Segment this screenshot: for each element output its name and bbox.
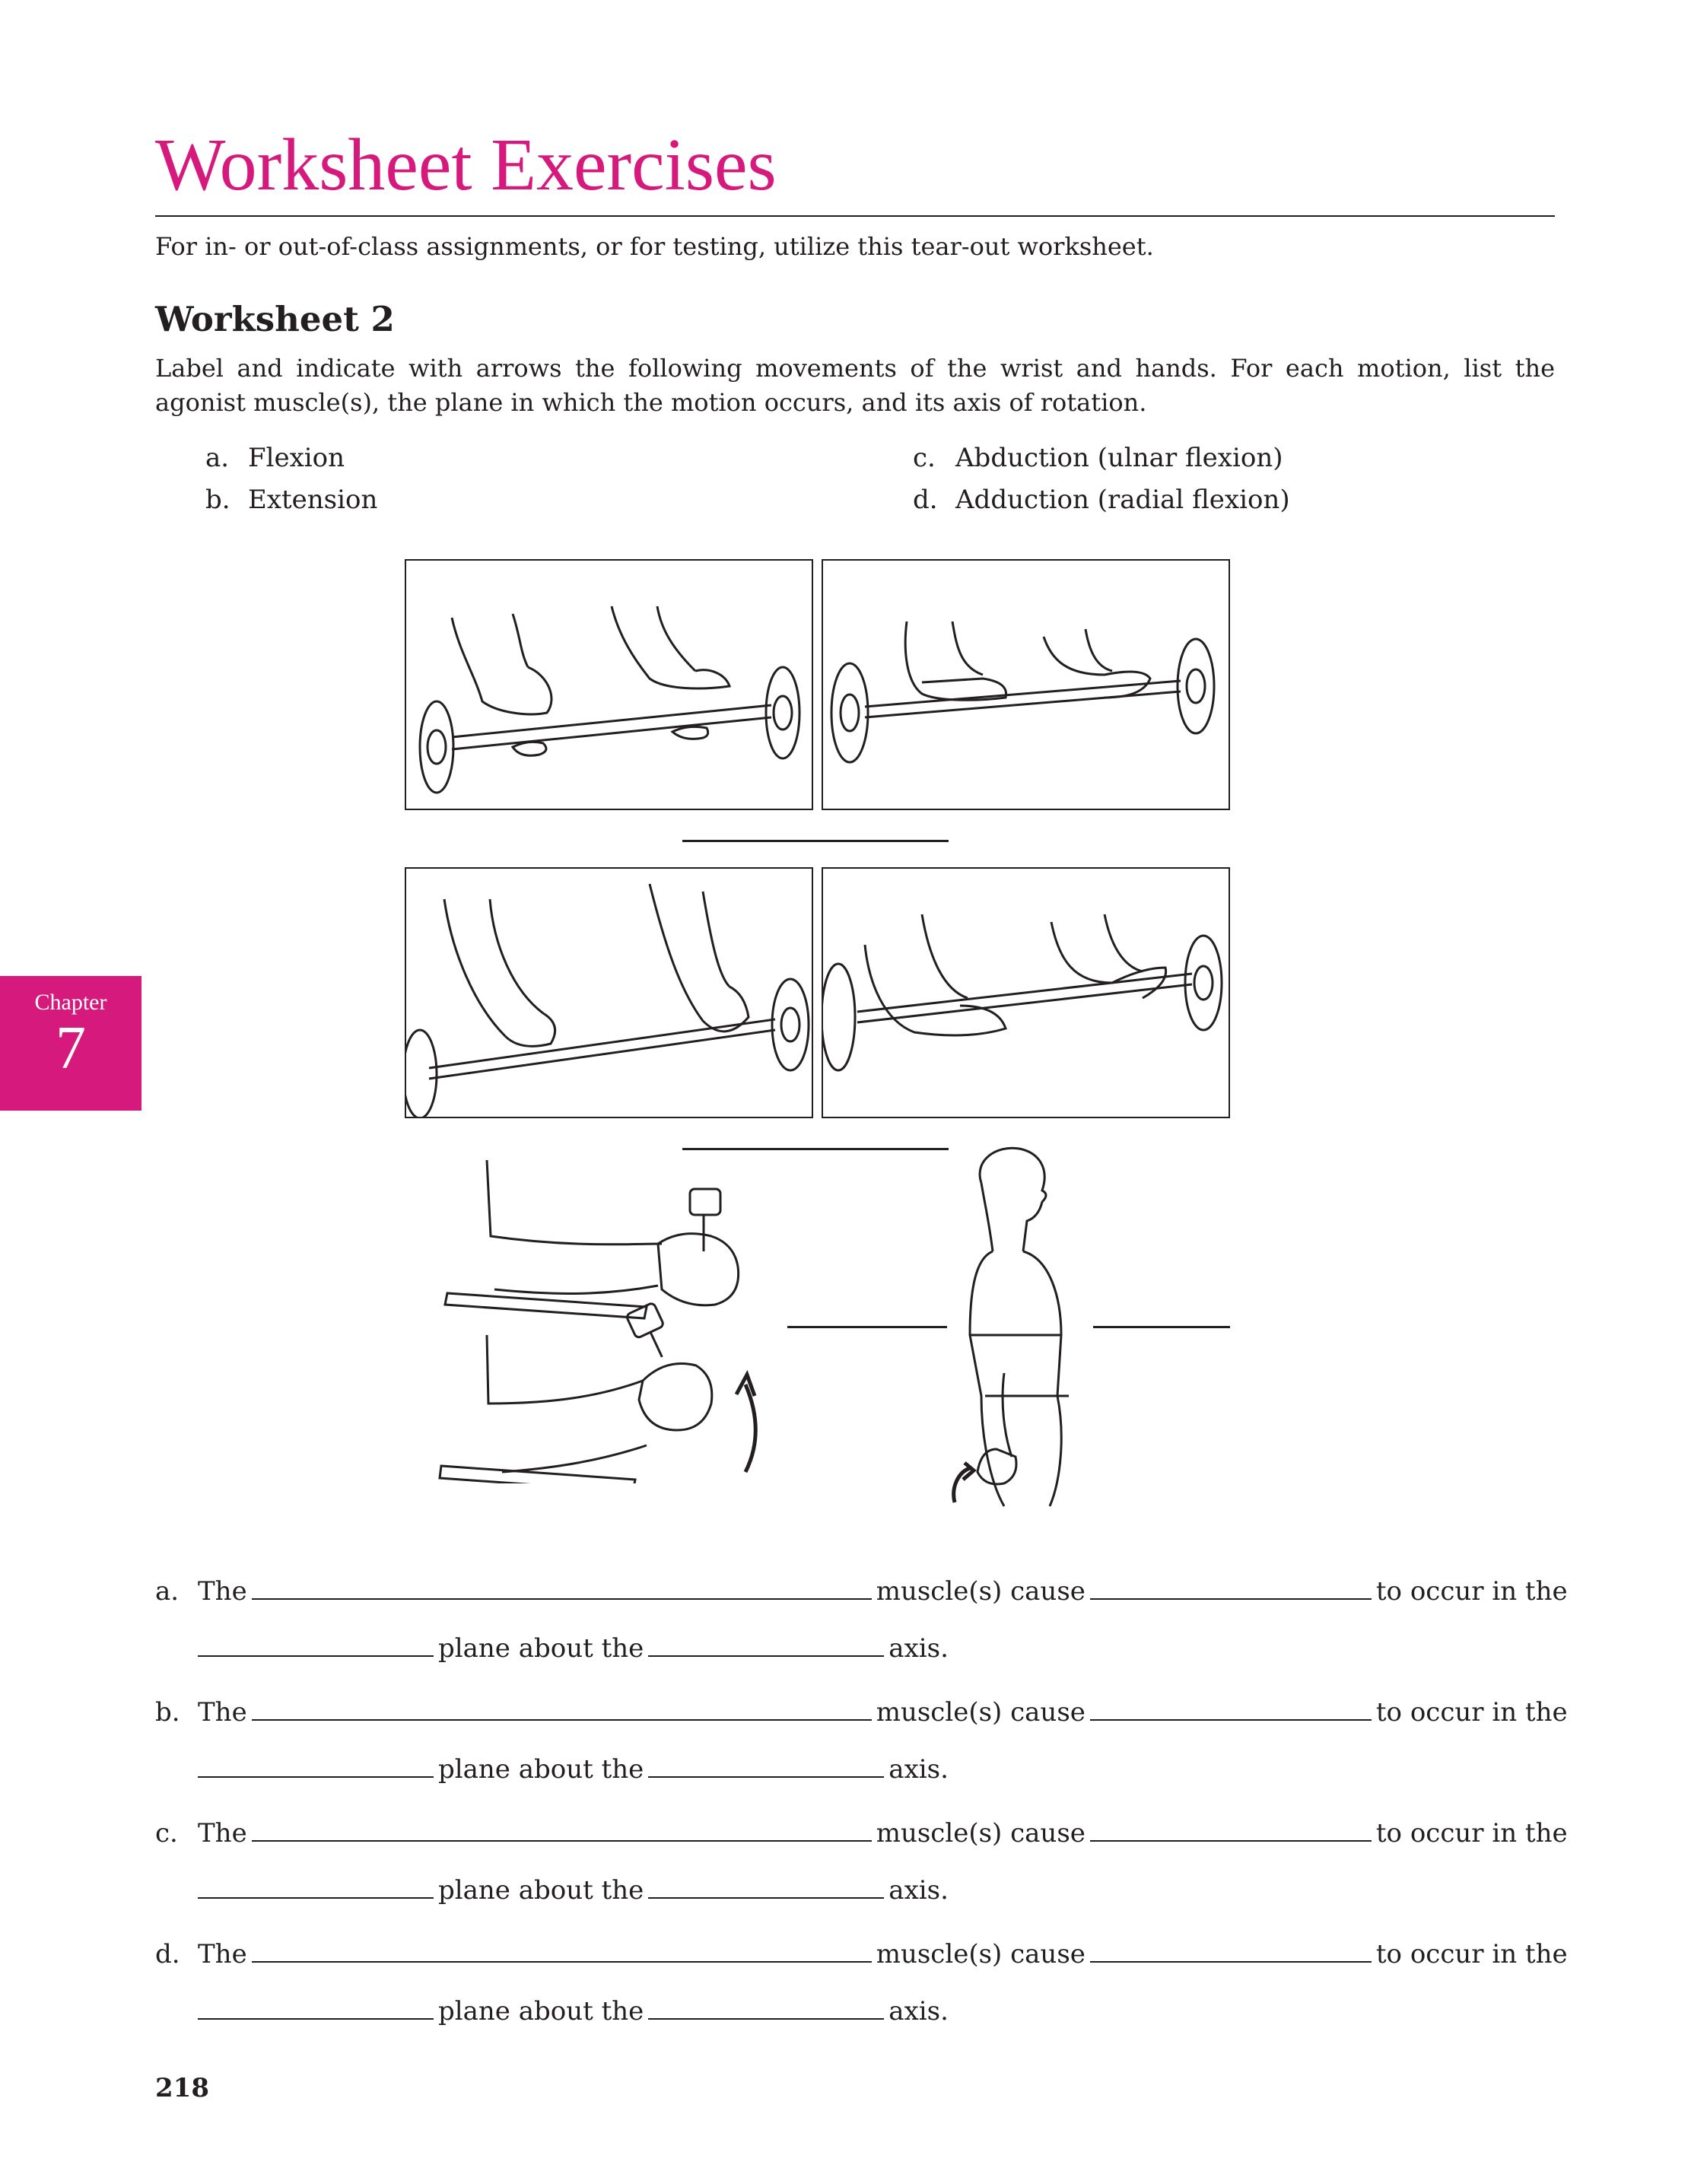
question-a-line-1: a. The muscle(s) cause to occur in the <box>155 1576 1568 1607</box>
answer-line-bottom-pair <box>682 1148 949 1150</box>
motion-blank-a[interactable] <box>1090 1575 1372 1600</box>
wrist-flexion-alt-barbell-illustration <box>405 867 813 1118</box>
question-d-line-2: plane about the axis. <box>198 1995 949 2027</box>
movement-item-extension <box>205 485 377 515</box>
movement-item-abduction <box>913 443 1283 473</box>
instructions-text: Label and indicate with arrows the following movements of the wrist and hands. For each motion, list the agonist muscle(s), the plane in which the motion occurs, and its axis of rotation. <box>155 354 1555 417</box>
question-d-line-1: d. The muscle(s) cause to occur in the <box>155 1939 1568 1969</box>
question-b-line-2: plane about the axis. <box>198 1753 949 1785</box>
motion-blank-d[interactable] <box>1090 1938 1372 1963</box>
page-title: Worksheet Exercises <box>155 124 777 206</box>
question-c-line-2: plane about the axis. <box>198 1874 949 1906</box>
agonist-muscle-blank-c[interactable] <box>252 1817 872 1842</box>
question-letter: c. <box>155 1818 178 1849</box>
plane-blank-b[interactable] <box>198 1753 434 1778</box>
question-a-line-2: plane about the axis. <box>198 1632 949 1664</box>
answer-line-hammer <box>787 1326 947 1328</box>
chapter-tab <box>0 976 141 1111</box>
movement-letter: b. <box>205 485 230 515</box>
movement-item-adduction <box>913 485 1290 515</box>
movement-label: Adduction (radial flexion) <box>955 485 1290 515</box>
movement-label: Abduction (ulnar flexion) <box>955 443 1283 473</box>
worksheet-heading: Worksheet 2 <box>155 299 395 339</box>
movement-label: Extension <box>248 485 378 515</box>
movement-item-flexion <box>205 443 345 473</box>
axis-blank-c[interactable] <box>648 1874 884 1899</box>
wrist-flexion-barbell-illustration <box>405 559 813 810</box>
plane-blank-c[interactable] <box>198 1874 434 1899</box>
title-rule <box>155 215 1555 217</box>
answer-line-figure <box>1093 1326 1230 1328</box>
movement-letter: c. <box>913 443 936 473</box>
movement-letter: a. <box>205 443 230 473</box>
chapter-number: 7 <box>56 1015 86 1082</box>
question-letter: a. <box>155 1576 180 1607</box>
axis-blank-a[interactable] <box>648 1632 884 1657</box>
page-number: 218 <box>155 2073 209 2103</box>
plane-blank-a[interactable] <box>198 1632 434 1657</box>
chapter-label: Chapter <box>34 990 107 1015</box>
agonist-muscle-blank-b[interactable] <box>252 1696 872 1721</box>
answer-line-top-pair <box>682 840 949 842</box>
axis-blank-d[interactable] <box>648 1995 884 2020</box>
movement-label: Flexion <box>248 443 345 473</box>
motion-blank-c[interactable] <box>1090 1817 1372 1842</box>
motion-blank-b[interactable] <box>1090 1696 1372 1721</box>
plane-blank-d[interactable] <box>198 1995 434 2020</box>
agonist-muscle-blank-d[interactable] <box>252 1938 872 1963</box>
wrist-extension-barbell-illustration <box>822 559 1230 810</box>
standing-figure-ulnar-deviation-illustration <box>951 1145 1103 1518</box>
movement-letter: d. <box>913 485 938 515</box>
agonist-muscle-blank-a[interactable] <box>252 1575 872 1600</box>
wrist-extension-alt-barbell-illustration <box>822 867 1230 1118</box>
axis-blank-b[interactable] <box>648 1753 884 1778</box>
question-letter: b. <box>155 1697 180 1728</box>
question-b-line-1: b. The muscle(s) cause to occur in the <box>155 1697 1568 1728</box>
hammer-radial-deviation-illustration <box>434 1152 768 1483</box>
intro-text: For in- or out-of-class assignments, or for testing, utilize this tear-out worksheet. <box>155 232 1154 261</box>
question-letter: d. <box>155 1939 180 1969</box>
question-c-line-1: c. The muscle(s) cause to occur in the <box>155 1818 1568 1849</box>
